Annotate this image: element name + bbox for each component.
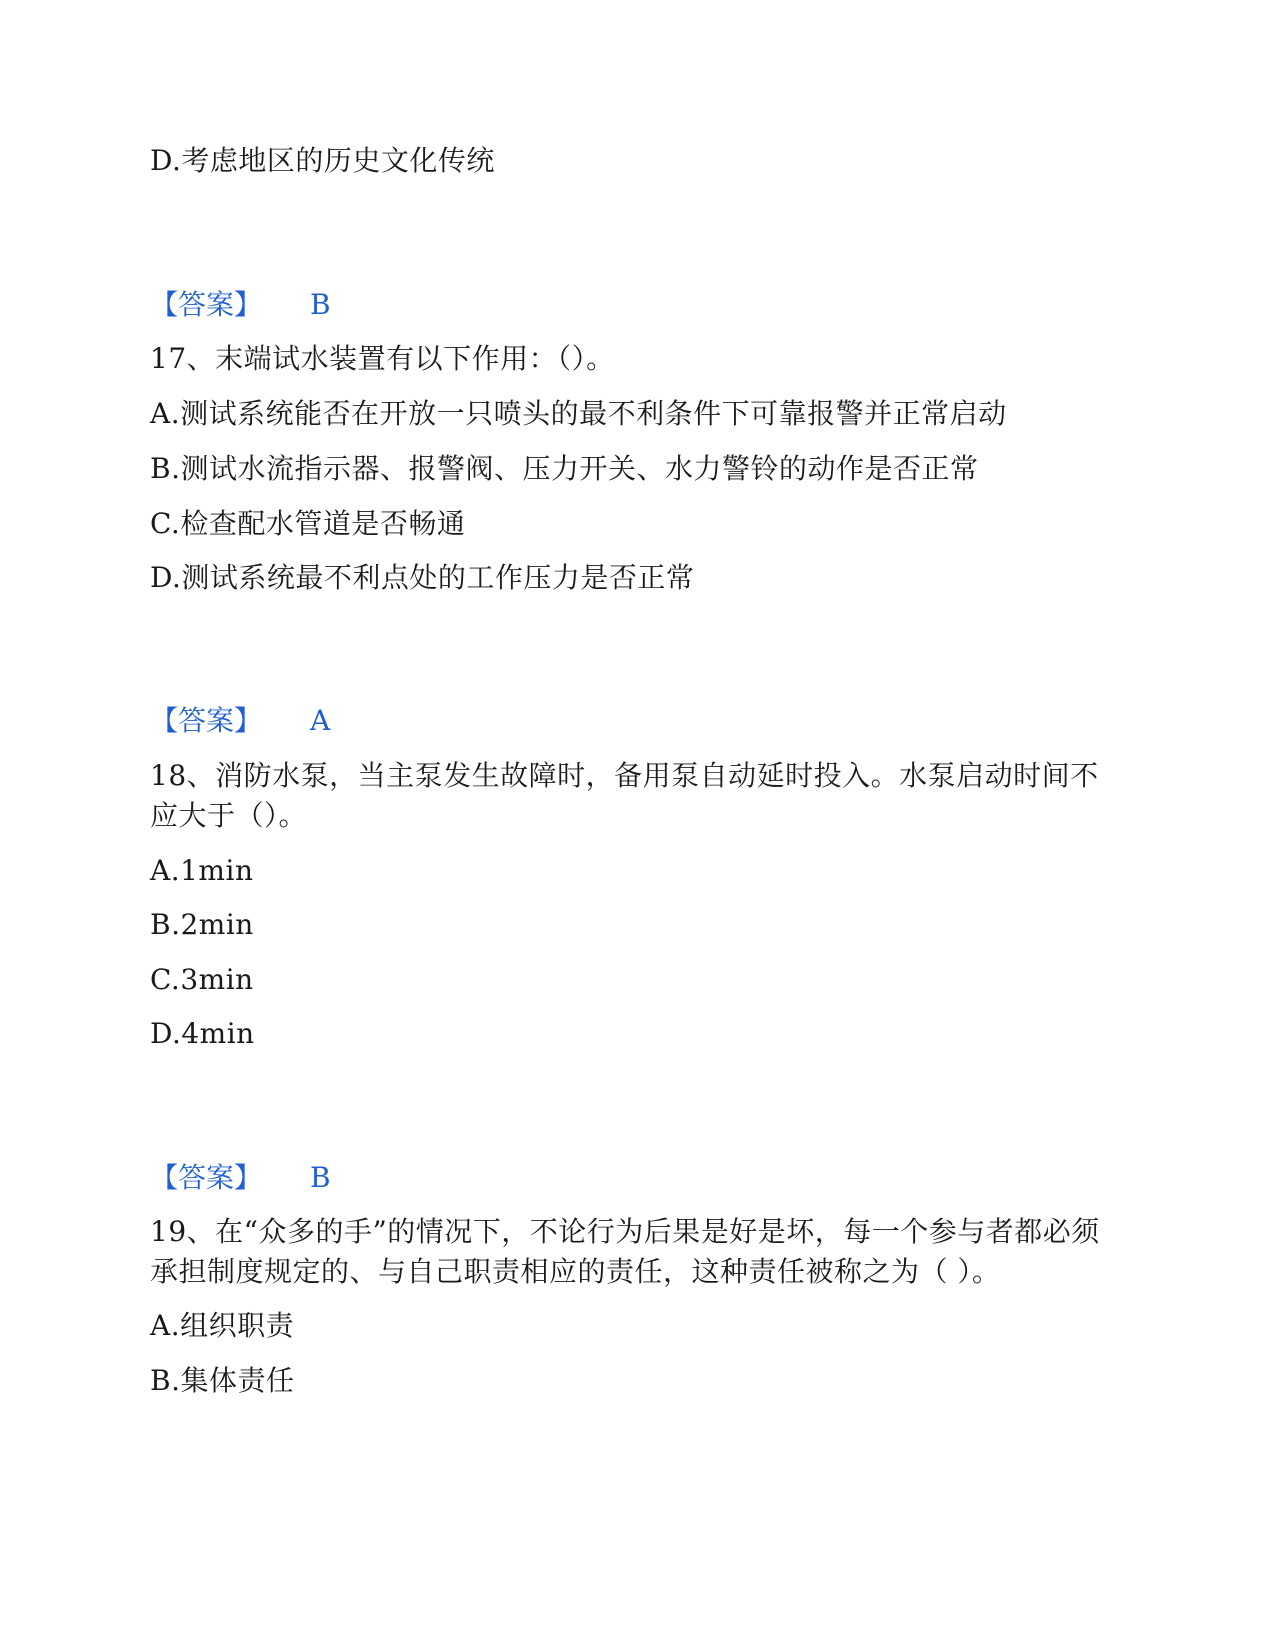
question-19-stem-line2: 承担制度规定的、与自己职责相应的责任，这种责任被称之为（ ）。	[150, 1255, 1001, 1288]
answer-value: A	[310, 704, 331, 737]
question-19-option-a: A.组织职责	[150, 1309, 295, 1342]
question-18-option-d: D.4min	[150, 1017, 255, 1050]
question-18-stem-line2: 应大于（）。	[150, 799, 308, 832]
option-d: D.考虑地区的历史文化传统	[150, 144, 495, 177]
question-19-stem-line1: 19、在“众多的手”的情况下，不论行为后果是好是坏，每一个参与者都必须	[150, 1215, 1100, 1248]
answer-label: 【答案】	[150, 704, 263, 737]
answer-value: B	[310, 1161, 331, 1194]
question-17-option-d: D.测试系统最不利点处的工作压力是否正常	[150, 561, 695, 594]
question-17-answer	[150, 702, 330, 740]
question-18-answer	[150, 1159, 331, 1197]
answer-value: B	[310, 288, 331, 321]
question-17-option-a: A.测试系统能否在开放一只喷头的最不利条件下可靠报警并正常启动	[150, 397, 1007, 430]
question-17-option-c: C.检查配水管道是否畅通	[150, 507, 466, 540]
question-18-option-c: C.3min	[150, 963, 254, 996]
question-18-stem-line1: 18、消防水泵，当主泵发生故障时，备用泵自动延时投入。水泵启动时间不	[150, 759, 1099, 792]
question-18-option-b: B.2min	[150, 908, 254, 941]
answer-line	[150, 286, 331, 324]
answer-label: 【答案】	[150, 1161, 263, 1194]
answer-label: 【答案】	[150, 288, 263, 321]
question-17-stem: 17、末端试水装置有以下作用：（）。	[150, 342, 615, 375]
question-17-option-b: B.测试水流指示器、报警阀、压力开关、水力警铃的动作是否正常	[150, 452, 979, 485]
question-19-option-b: B.集体责任	[150, 1364, 295, 1397]
question-18-option-a: A.1min	[150, 854, 254, 887]
